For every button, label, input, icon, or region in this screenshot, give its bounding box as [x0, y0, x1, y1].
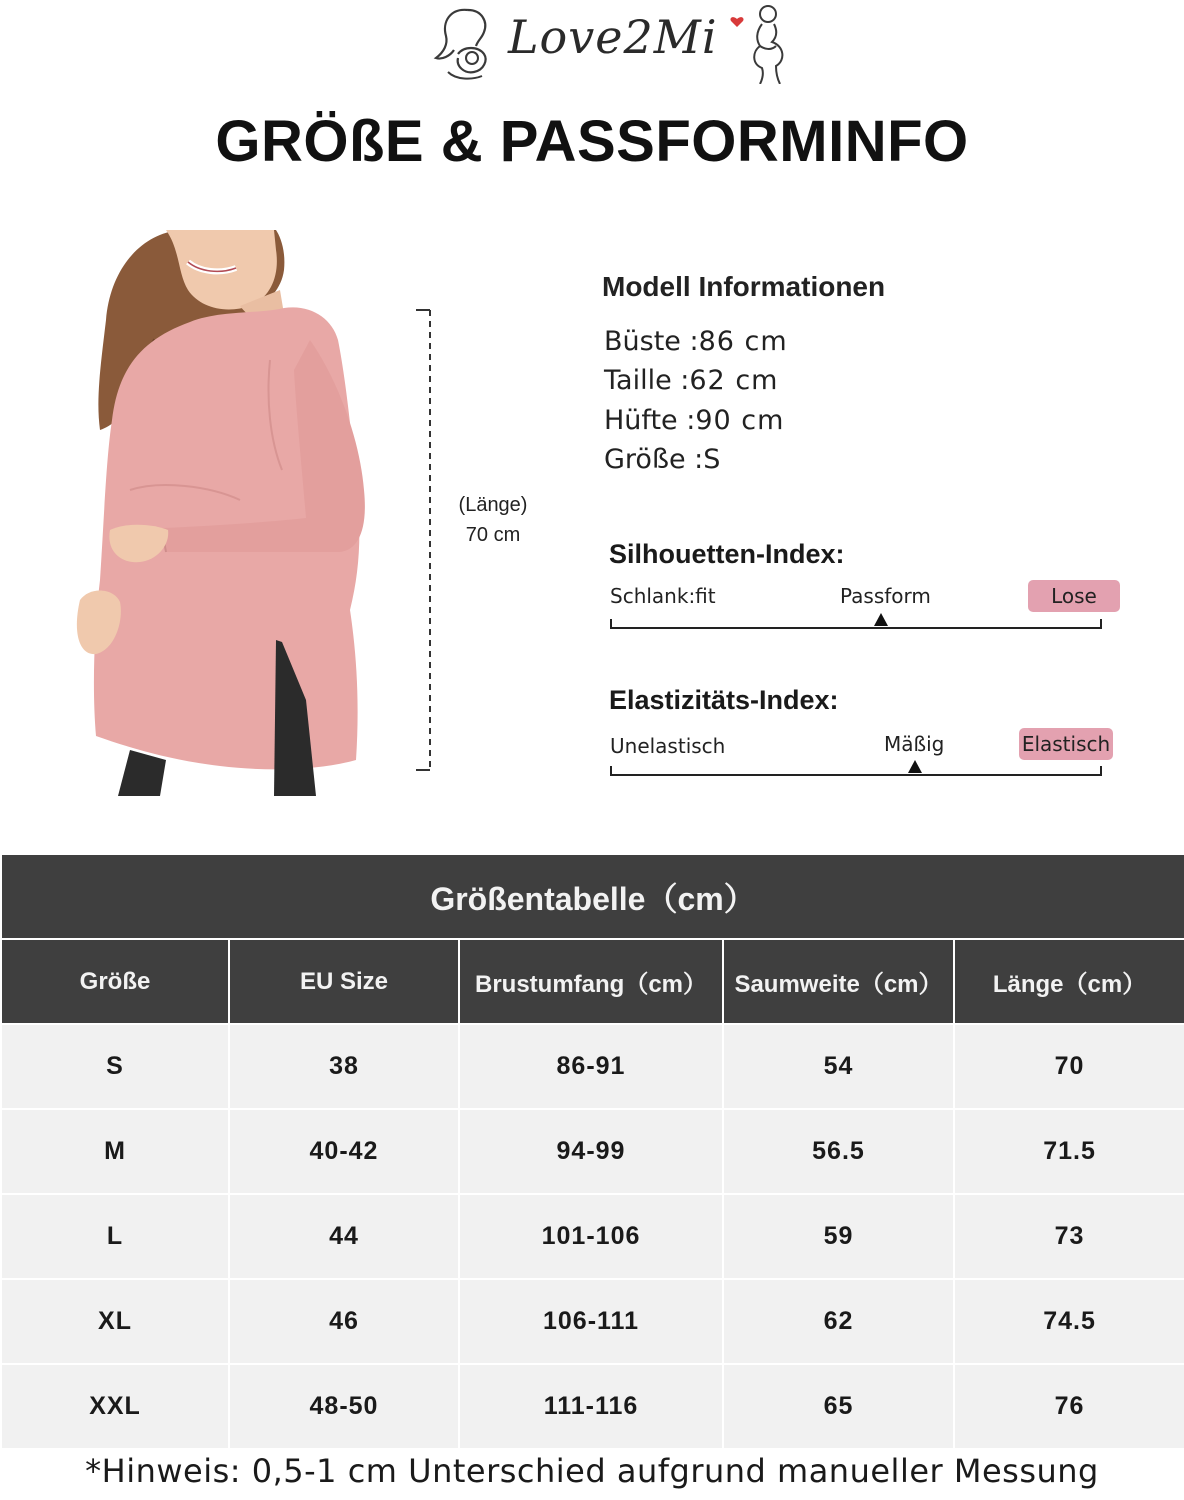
- column-header: Größe: [1, 939, 229, 1024]
- length-measure-line: [412, 308, 432, 772]
- table-cell: 40-42: [229, 1109, 459, 1194]
- model-info-row: [604, 365, 778, 396]
- table-cell: 101-106: [459, 1194, 723, 1279]
- table-row: [1, 1024, 1184, 1109]
- elasticity-marker: [908, 760, 922, 773]
- brand-logo: [428, 2, 794, 84]
- column-header: Saumweite（cm）: [723, 939, 954, 1024]
- table-cell: 62: [723, 1279, 954, 1364]
- silhouette-middle-label: Passform: [840, 584, 931, 608]
- page-title: GRÖßE & PASSFORMINFO: [215, 109, 969, 174]
- table-title-row: [1, 854, 1184, 939]
- table-cell: 106-111: [459, 1279, 723, 1364]
- silhouette-marker: [874, 613, 888, 626]
- table-row: [1, 1364, 1184, 1449]
- table-row: [1, 1279, 1184, 1364]
- size-table-title: Größentabelle（cm）: [1, 854, 1184, 939]
- model-info-row: [604, 444, 721, 475]
- elasticity-index-heading: Elastizitäts-Index:: [609, 685, 839, 715]
- model-photo: [70, 230, 370, 796]
- table-cell: 56.5: [723, 1109, 954, 1194]
- model-info-row: [604, 326, 788, 357]
- mother-child-logo-icon: [428, 2, 508, 82]
- size-table: [0, 853, 1184, 1450]
- column-header: EU Size: [229, 939, 459, 1024]
- heart-icon: [730, 16, 744, 28]
- model-illustration: [70, 230, 370, 796]
- table-header-row: [1, 939, 1184, 1024]
- table-cell: 111-116: [459, 1364, 723, 1449]
- column-header: Brustumfang（cm）: [459, 939, 723, 1024]
- table-cell: XL: [1, 1279, 229, 1364]
- info-value: 86 cm: [698, 326, 788, 357]
- table-cell: 73: [954, 1194, 1184, 1279]
- length-annotation: [448, 490, 538, 550]
- table-cell: 44: [229, 1194, 459, 1279]
- info-key: Hüfte :: [604, 405, 696, 436]
- length-value: 70 cm: [465, 524, 521, 546]
- table-cell: 86-91: [459, 1024, 723, 1109]
- table-cell: L: [1, 1194, 229, 1279]
- info-value: S: [703, 444, 722, 475]
- silhouette-scale: [610, 619, 1102, 629]
- table-cell: 76: [954, 1364, 1184, 1449]
- table-cell: 38: [229, 1024, 459, 1109]
- table-row: [1, 1109, 1184, 1194]
- model-info-heading: Modell Informationen: [602, 271, 886, 302]
- table-cell: 70: [954, 1024, 1184, 1109]
- table-cell: M: [1, 1109, 229, 1194]
- table-cell: 65: [723, 1364, 954, 1449]
- table-cell: S: [1, 1024, 229, 1109]
- measurement-note: *Hinweis: 0,5-1 cm Unterschied aufgrund manueller Messung: [85, 1452, 1099, 1490]
- table-cell: 71.5: [954, 1109, 1184, 1194]
- info-key: Taille :: [604, 365, 690, 396]
- table-cell: XXL: [1, 1364, 229, 1449]
- table-cell: 54: [723, 1024, 954, 1109]
- silhouette-index-heading: Silhouetten-Index:: [609, 539, 845, 569]
- model-info-row: [604, 405, 784, 436]
- elasticity-left-label: Unelastisch: [610, 734, 726, 758]
- silhouette-left-label: Schlank:fit: [610, 584, 716, 608]
- elasticity-scale: [610, 766, 1102, 776]
- column-header: Länge（cm）: [954, 939, 1184, 1024]
- info-key: Größe :: [604, 444, 704, 475]
- table-cell: 48-50: [229, 1364, 459, 1449]
- silhouette-selected-badge: Lose: [1028, 580, 1120, 612]
- info-value: 90 cm: [695, 405, 785, 436]
- table-cell: 94-99: [459, 1109, 723, 1194]
- table-cell: 46: [229, 1279, 459, 1364]
- elasticity-selected-badge: Elastisch: [1019, 728, 1113, 760]
- pregnant-woman-logo-icon: [746, 2, 792, 84]
- table-cell: 59: [723, 1194, 954, 1279]
- info-value: 62 cm: [689, 365, 779, 396]
- table-row: [1, 1194, 1184, 1279]
- length-label: (Länge): [458, 494, 528, 516]
- table-cell: 74.5: [954, 1279, 1184, 1364]
- info-key: Büste :: [604, 326, 699, 357]
- brand-name: Love2Mi: [508, 10, 718, 64]
- elasticity-middle-label: Mäßig: [884, 732, 945, 756]
